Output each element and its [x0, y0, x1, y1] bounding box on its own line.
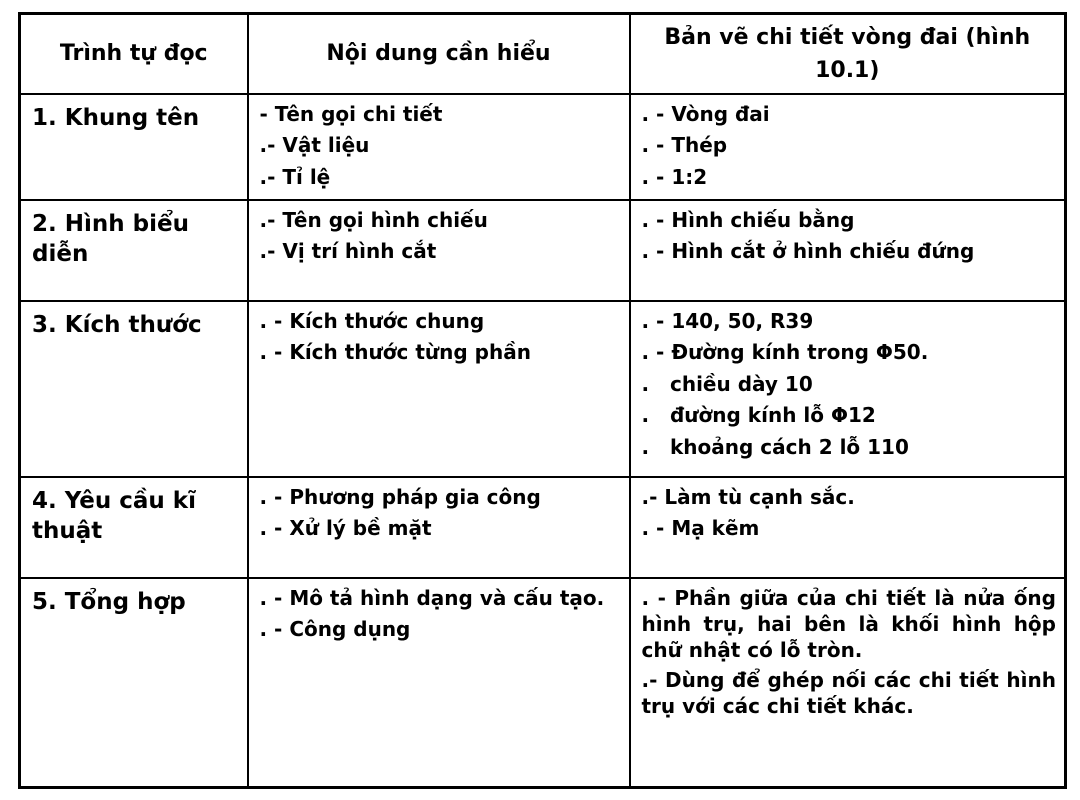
content-line: .- Vật liệu: [259, 133, 370, 157]
detail-line: . - Đường kính trong Φ50.: [641, 340, 929, 364]
table-row: [20, 578, 1066, 788]
detail-line: . - Vòng đai: [641, 101, 770, 126]
table-row: [20, 477, 1066, 578]
detail-cell: [630, 477, 1066, 578]
step-technical-requirements: 4. Yêu cầu kĩ thuật: [20, 477, 248, 578]
detail-cell: [630, 301, 1066, 477]
header-content-to-understand: Nội dung cần hiểu: [248, 14, 630, 94]
detail-line: . đường kính lỗ Φ12: [641, 403, 876, 427]
content-cell: [248, 477, 630, 578]
header-reading-order: Trình tự đọc: [20, 14, 248, 94]
detail-paragraph: .- Dùng để ghép nối các chi tiết hình trụ với các chi tiết khác.: [641, 667, 1056, 718]
content-line: .- Tên gọi hình chiếu: [259, 207, 488, 232]
detail-paragraph: . - Phần giữa của chi tiết là nửa ống hình trụ, hai bên là khối hình hộp chữ nhật có lỗ tròn.: [641, 585, 1056, 662]
step-summary: 5. Tổng hợp: [20, 578, 248, 788]
content-line: . - Xử lý bề mặt: [259, 516, 432, 540]
content-line: . - Kích thước từng phần: [259, 340, 531, 364]
detail-cell: [630, 200, 1066, 301]
content-line: - Tên gọi chi tiết: [259, 101, 443, 126]
step-representation: 2. Hình biểu diễn: [20, 200, 248, 301]
content-line: .- Tỉ lệ: [259, 164, 331, 189]
content-line: .- Vị trí hình cắt: [259, 239, 437, 263]
content-cell: [248, 200, 630, 301]
header-drawing-detail: Bản vẽ chi tiết vòng đai (hình 10.1): [630, 14, 1066, 94]
detail-line: . - Mạ kẽm: [641, 516, 760, 540]
content-cell: [248, 301, 630, 477]
content-line: . - Phương pháp gia công: [259, 484, 541, 509]
content-line: . - Công dụng: [259, 617, 411, 641]
reading-order-table: [18, 12, 1067, 789]
table-row: [20, 301, 1066, 477]
detail-cell: [630, 578, 1066, 788]
table-row: [20, 94, 1066, 200]
detail-line: .- Làm tù cạnh sắc.: [641, 484, 855, 509]
detail-line: . chiều dày 10: [641, 371, 813, 396]
content-line: . - Kích thước chung: [259, 308, 485, 333]
content-line: . - Mô tả hình dạng và cấu tạo.: [259, 585, 605, 610]
detail-line: . - 140, 50, R39: [641, 308, 814, 333]
detail-cell: [630, 94, 1066, 200]
step-title-block: 1. Khung tên: [20, 94, 248, 200]
detail-line: . khoảng cách 2 lỗ 110: [641, 434, 909, 459]
detail-line: . - 1:2: [641, 164, 708, 189]
content-cell: [248, 94, 630, 200]
detail-line: . - Hình cắt ở hình chiếu đứng: [641, 239, 975, 263]
step-dimensions: 3. Kích thước: [20, 301, 248, 477]
header-row: [20, 14, 1066, 94]
table-row: [20, 200, 1066, 301]
detail-line: . - Hình chiếu bằng: [641, 207, 855, 232]
detail-line: . - Thép: [641, 133, 728, 157]
content-cell: [248, 578, 630, 788]
